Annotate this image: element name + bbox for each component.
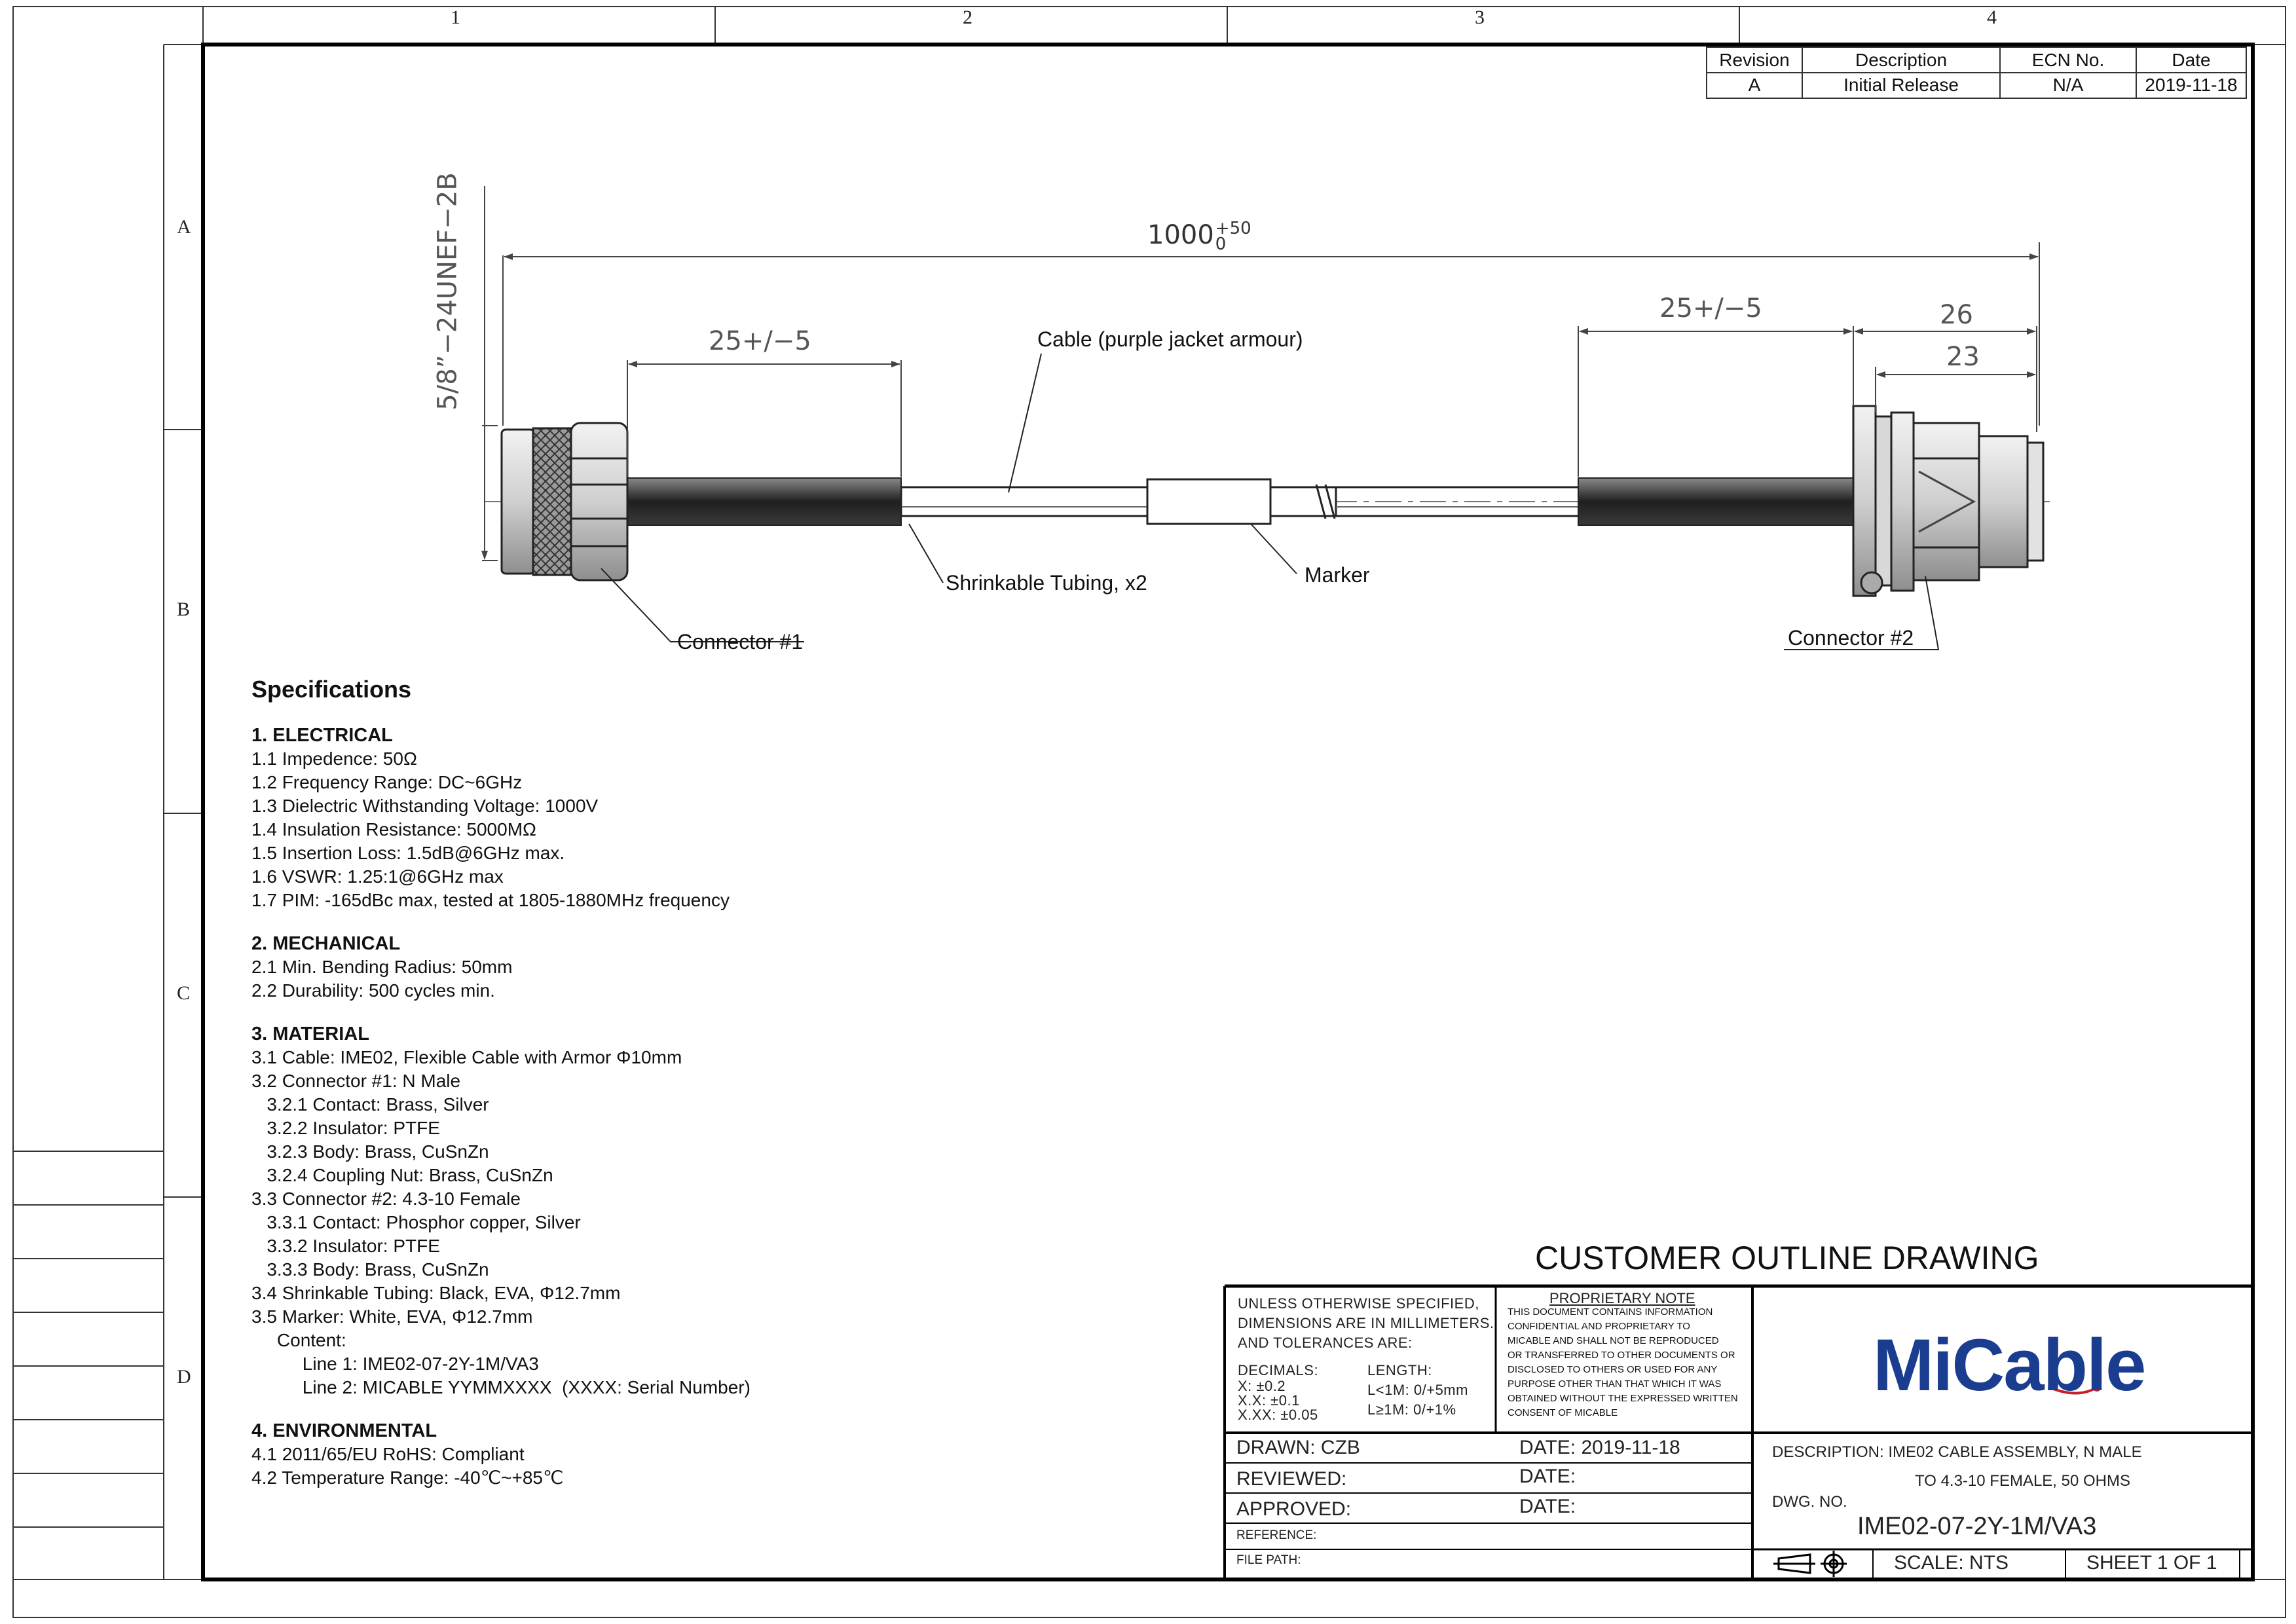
spec-line: 3.5 Marker: White, EVA, Φ12.7mm: [251, 1306, 533, 1327]
dim-overall-length: [1147, 220, 1251, 252]
spec-line: 3.3.2 Insulator: PTFE: [251, 1236, 440, 1256]
spec-section: [251, 724, 1221, 912]
rev-cell-ecn: N/A: [2052, 75, 2084, 95]
dim-thread: 5/8”−24UNEF−2B: [432, 172, 463, 411]
rev-cell-revision: A: [1748, 75, 1761, 95]
rev-cell-date: 2019-11-18: [2145, 75, 2238, 95]
spec-line: 3.2.1 Contact: Brass, Silver: [251, 1094, 489, 1115]
tolerance-note-3: AND TOLERANCES ARE:: [1238, 1335, 1413, 1351]
zone-row-d: D: [177, 1366, 191, 1388]
length-1: L<1M: 0/+5mm: [1367, 1382, 1468, 1398]
callout-shrink: Shrinkable Tubing, x2: [946, 571, 1147, 595]
zone-row-b: B: [177, 599, 191, 620]
marker-sleeve: [1147, 479, 1270, 524]
length-label: LENGTH:: [1367, 1362, 1432, 1378]
rev-header-ecn: ECN No.: [2031, 50, 2105, 70]
drawing-title: CUSTOMER OUTLINE DRAWING: [1535, 1240, 2039, 1276]
decimals-label: DECIMALS:: [1238, 1362, 1319, 1378]
tolerance-note-1: UNLESS OTHERWISE SPECIFIED,: [1238, 1295, 1479, 1312]
spec-section: [251, 1419, 1221, 1490]
dwg-no-label: DWG. NO.: [1772, 1493, 1847, 1511]
file-path-label: FILE PATH:: [1236, 1553, 1301, 1567]
spec-section-heading: 1. ELECTRICAL: [251, 725, 393, 746]
spec-line: 2.1 Min. Bending Radius: 50mm: [251, 957, 513, 977]
spec-section: [251, 932, 1221, 1003]
spec-section-heading: 3. MATERIAL: [251, 1024, 369, 1044]
spec-line: 1.3 Dielectric Withstanding Voltage: 1000V: [251, 796, 599, 816]
dim-overall-tolerance: +50 0: [1215, 219, 1251, 254]
cable-assembly-drawing: [482, 186, 2050, 650]
spec-section-heading: 2. MECHANICAL: [251, 933, 401, 954]
description-line-2: TO 4.3-10 FEMALE, 50 OHMS: [1915, 1472, 2131, 1490]
spec-line: 4.1 2011/65/EU RoHS: Compliant: [251, 1444, 525, 1464]
reference-label: REFERENCE:: [1236, 1528, 1317, 1542]
reviewed-date: DATE:: [1519, 1466, 1576, 1487]
dwg-no: IME02-07-2Y-1M/VA3: [1857, 1513, 2097, 1540]
zone-col-4: 4: [1987, 7, 1997, 28]
zone-col-3: 3: [1475, 7, 1485, 28]
connector-2-shape: [1853, 406, 2043, 596]
dim-overall-value: 1000: [1147, 220, 1214, 250]
zone-row-c: C: [177, 982, 191, 1004]
micable-logo: MiCable: [1873, 1324, 2145, 1406]
zone-col-2: 2: [963, 7, 972, 28]
specifications-block: [251, 678, 1221, 1509]
spec-line: 3.3.1 Contact: Phosphor copper, Silver: [251, 1212, 581, 1232]
rev-header-revision: Revision: [1719, 50, 1790, 70]
spec-line: Content:: [251, 1330, 346, 1350]
drawn-by: DRAWN: CZB: [1236, 1437, 1360, 1458]
shrink-tubing-left: [627, 478, 901, 525]
third-angle-projection-icon: [1773, 1551, 1847, 1577]
spec-line: 3.2.4 Coupling Nut: Brass, CuSnZn: [251, 1165, 553, 1185]
spec-line: Line 1: IME02-07-2Y-1M/VA3: [251, 1354, 539, 1374]
drawn-date: DATE: 2019-11-18: [1519, 1437, 1680, 1458]
spec-line: 1.1 Impedence: 50Ω: [251, 748, 417, 769]
dim-shrink-right: 25+/−5: [1659, 293, 1762, 323]
zone-col-1: 1: [451, 7, 460, 28]
decimals-1: X: ±0.2: [1238, 1378, 1286, 1394]
spec-line: 3.2 Connector #1: N Male: [251, 1071, 461, 1091]
specifications-sections: [251, 724, 1221, 1490]
callout-marker: Marker: [1305, 563, 1370, 587]
decimals-2: X.X: ±0.1: [1238, 1392, 1300, 1409]
spec-line: 1.5 Insertion Loss: 1.5dB@6GHz max.: [251, 843, 565, 863]
spec-line: 3.4 Shrinkable Tubing: Black, EVA, Φ12.7mm: [251, 1283, 621, 1303]
dim-shrink-left: 25+/−5: [709, 326, 811, 356]
spec-line: 3.1 Cable: IME02, Flexible Cable with Armor Φ10mm: [251, 1047, 682, 1067]
spec-section: [251, 1022, 1221, 1399]
spec-line: 3.3.3 Body: Brass, CuSnZn: [251, 1259, 489, 1280]
proprietary-text: THIS DOCUMENT CONTAINS INFORMATION CONFIDENTIAL AND PROPRIETARY TO MICABLE AND SHALL NOT BE REPRODUCED OR TRANSFERRED TO OTHER DOCUMENTS OR DISCLOSED TO OTHERS OR USED FOR ANY PURPOSE OTHER THAN THAT WHICH IT WAS OBTAINED WITHOUT THE EXPRESSED WRITTEN CONSENT OF MICABLE: [1508, 1306, 1738, 1418]
spec-line: 3.2.2 Insulator: PTFE: [251, 1118, 440, 1138]
decimals-3: X.XX: ±0.05: [1238, 1407, 1318, 1423]
spec-line: 1.2 Frequency Range: DC~6GHz: [251, 772, 523, 792]
sheet-number: SHEET 1 OF 1: [2086, 1552, 2217, 1574]
callout-connector-2: Connector #2: [1788, 626, 1914, 650]
rev-header-description: Description: [1855, 50, 1948, 70]
tolerance-note-2: DIMENSIONS ARE IN MILLIMETERS.: [1238, 1315, 1494, 1331]
spec-line: 3.2.3 Body: Brass, CuSnZn: [251, 1141, 489, 1162]
callout-connector-1: Connector #1: [677, 630, 804, 654]
description-line-1: DESCRIPTION: IME02 CABLE ASSEMBLY, N MALE: [1772, 1443, 2142, 1461]
spec-line: 3.3 Connector #2: 4.3-10 Female: [251, 1189, 521, 1209]
spec-line: 1.7 PIM: -165dBc max, tested at 1805-1880MHz frequency: [251, 890, 730, 910]
spec-line: 1.4 Insulation Resistance: 5000MΩ: [251, 819, 536, 840]
rev-cell-description: Initial Release: [1843, 75, 1959, 95]
length-2: L≥1M: 0/+1%: [1367, 1401, 1456, 1418]
spec-line: 2.2 Durability: 500 cycles min.: [251, 980, 495, 1001]
rev-header-date: Date: [2172, 50, 2211, 70]
zone-row-a: A: [177, 216, 191, 238]
reviewed-by: REVIEWED:: [1236, 1468, 1347, 1490]
approved-date: DATE:: [1519, 1496, 1576, 1517]
callout-cable: Cable (purple jacket armour): [1037, 327, 1303, 351]
scale: SCALE: NTS: [1894, 1552, 2009, 1574]
spec-line: 4.2 Temperature Range: -40℃~+85℃: [251, 1467, 564, 1488]
connector-1-shape: [502, 423, 627, 580]
proprietary-title: PROPRIETARY NOTE: [1549, 1290, 1695, 1306]
dim-conn2-23: 23: [1946, 342, 1980, 372]
dim-conn2-26: 26: [1940, 300, 1973, 330]
shrink-tubing-right: [1578, 478, 1853, 525]
spec-line: Line 2: MICABLE YYMMXXXX (XXXX: Serial Number): [251, 1377, 750, 1397]
spec-section-heading: 4. ENVIRONMENTAL: [251, 1420, 437, 1441]
approved-by: APPROVED:: [1236, 1498, 1352, 1520]
specifications-title: Specifications: [251, 676, 412, 703]
spec-line: 1.6 VSWR: 1.25:1@6GHz max: [251, 866, 504, 887]
